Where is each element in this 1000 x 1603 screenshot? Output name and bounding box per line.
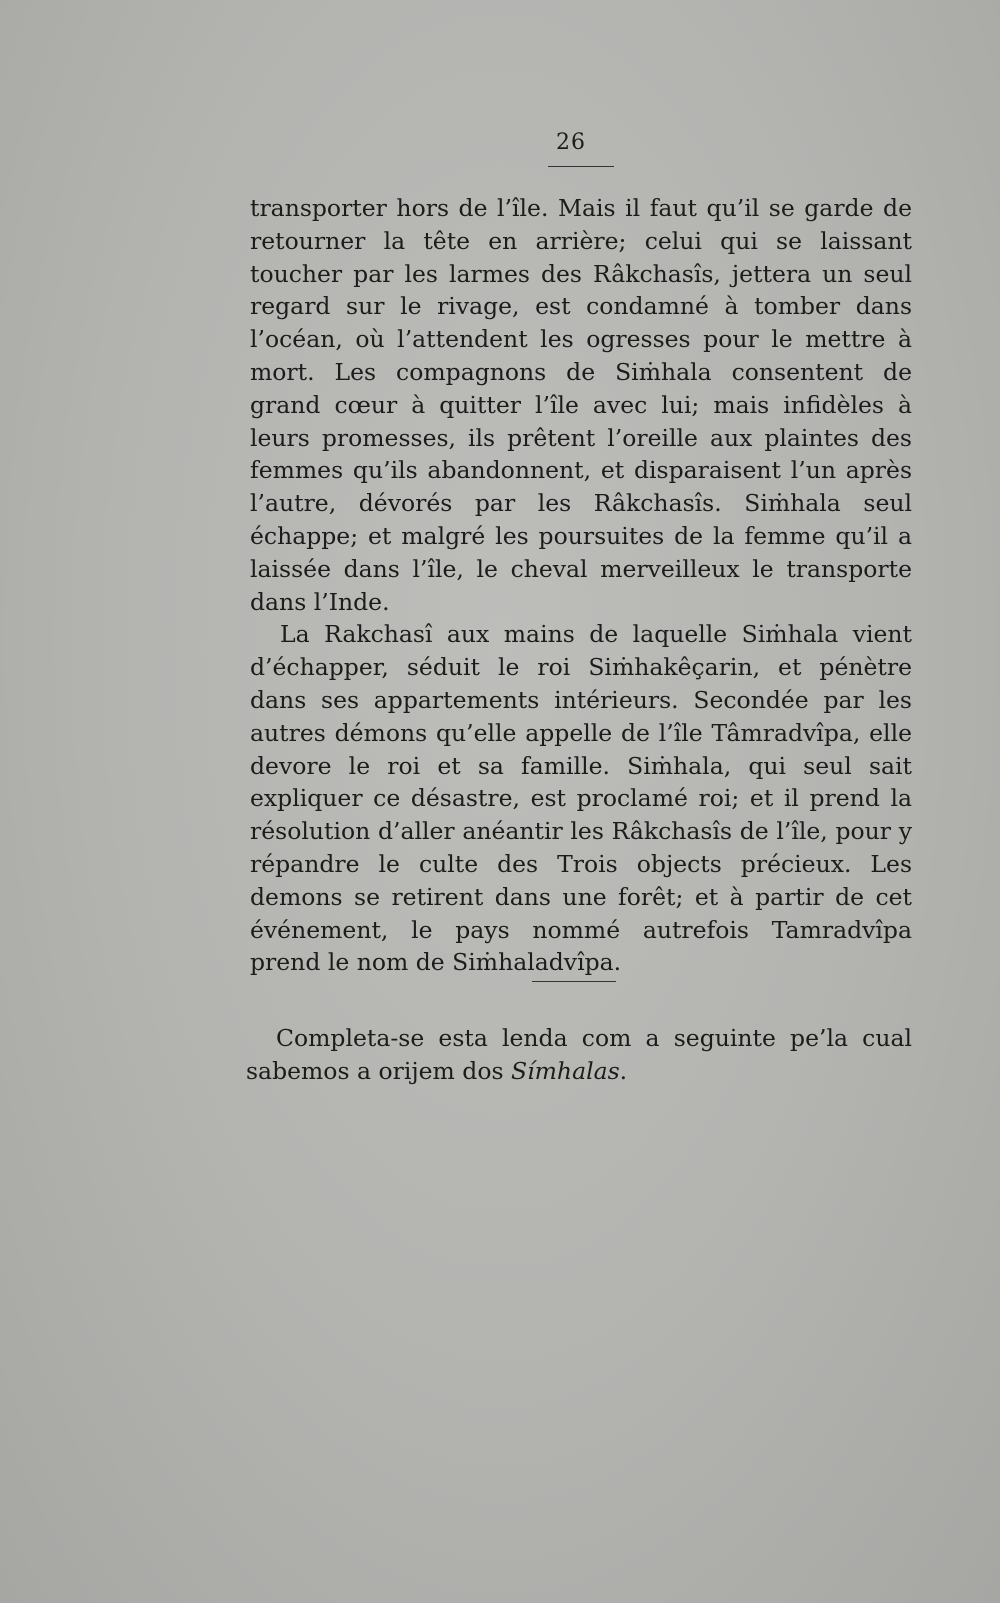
page-number: 26 (556, 130, 586, 155)
closing-end: . (619, 1057, 628, 1085)
paragraph-1: transporter hors de l’île. Mais il faut qu’il se garde de retourner la tête en arrière; celui qui se laissant toucher par les larmes des Râkchasîs, jettera un seul regard sur le rivage, est condamné à tomber dans l’océan, où l’attendent les ogresses pour le mettre à mort. Les compagnons de Siṁhala consentent de grand cœur à quitter l’île avec lui; mais infidèles à leurs promesses, ils prêtent l’oreille aux plaintes des femmes qu’ils abandonnent, et disparaisent l’un après l’autre, dévorés par les Râkchasîs. Siṁhala seul échappe; et malgré les poursuites de la femme qu’il a laissée dans l’île, le cheval merveilleux le transporte dans l’Inde. (250, 194, 912, 616)
section-separator (532, 981, 616, 982)
header-rule (548, 166, 614, 167)
closing-text: Completa-se esta lenda com a seguinte pe’la cual sabemos a orijem dos (246, 1024, 912, 1085)
closing-italic-term: Símhalas (511, 1057, 620, 1085)
body-text (250, 192, 912, 979)
paragraph-2: La Rakchasî aux mains de laquelle Siṁhala vient d’échapper, séduit le roi Siṁhakêçarin, et pénètre dans ses appartements intérieurs. Secondée par les autres démons qu’elle appelle de l’île Tâmradvîpa, elle devore le roi et sa famille. Siṁhala, qui seul sait expliquer ce désastre, est proclamé roi; et il prend la résolution d’aller anéantir les Râkchasîs de l’île, pour y répandre le culte des Trois objects précieux. Les demons se retirent dans une forêt; et à partir de cet événement, le pays nommé autrefois Tamradvîpa prend le nom de Siṁhaladvîpa. (250, 620, 912, 977)
closing-paragraph (246, 1022, 912, 1088)
